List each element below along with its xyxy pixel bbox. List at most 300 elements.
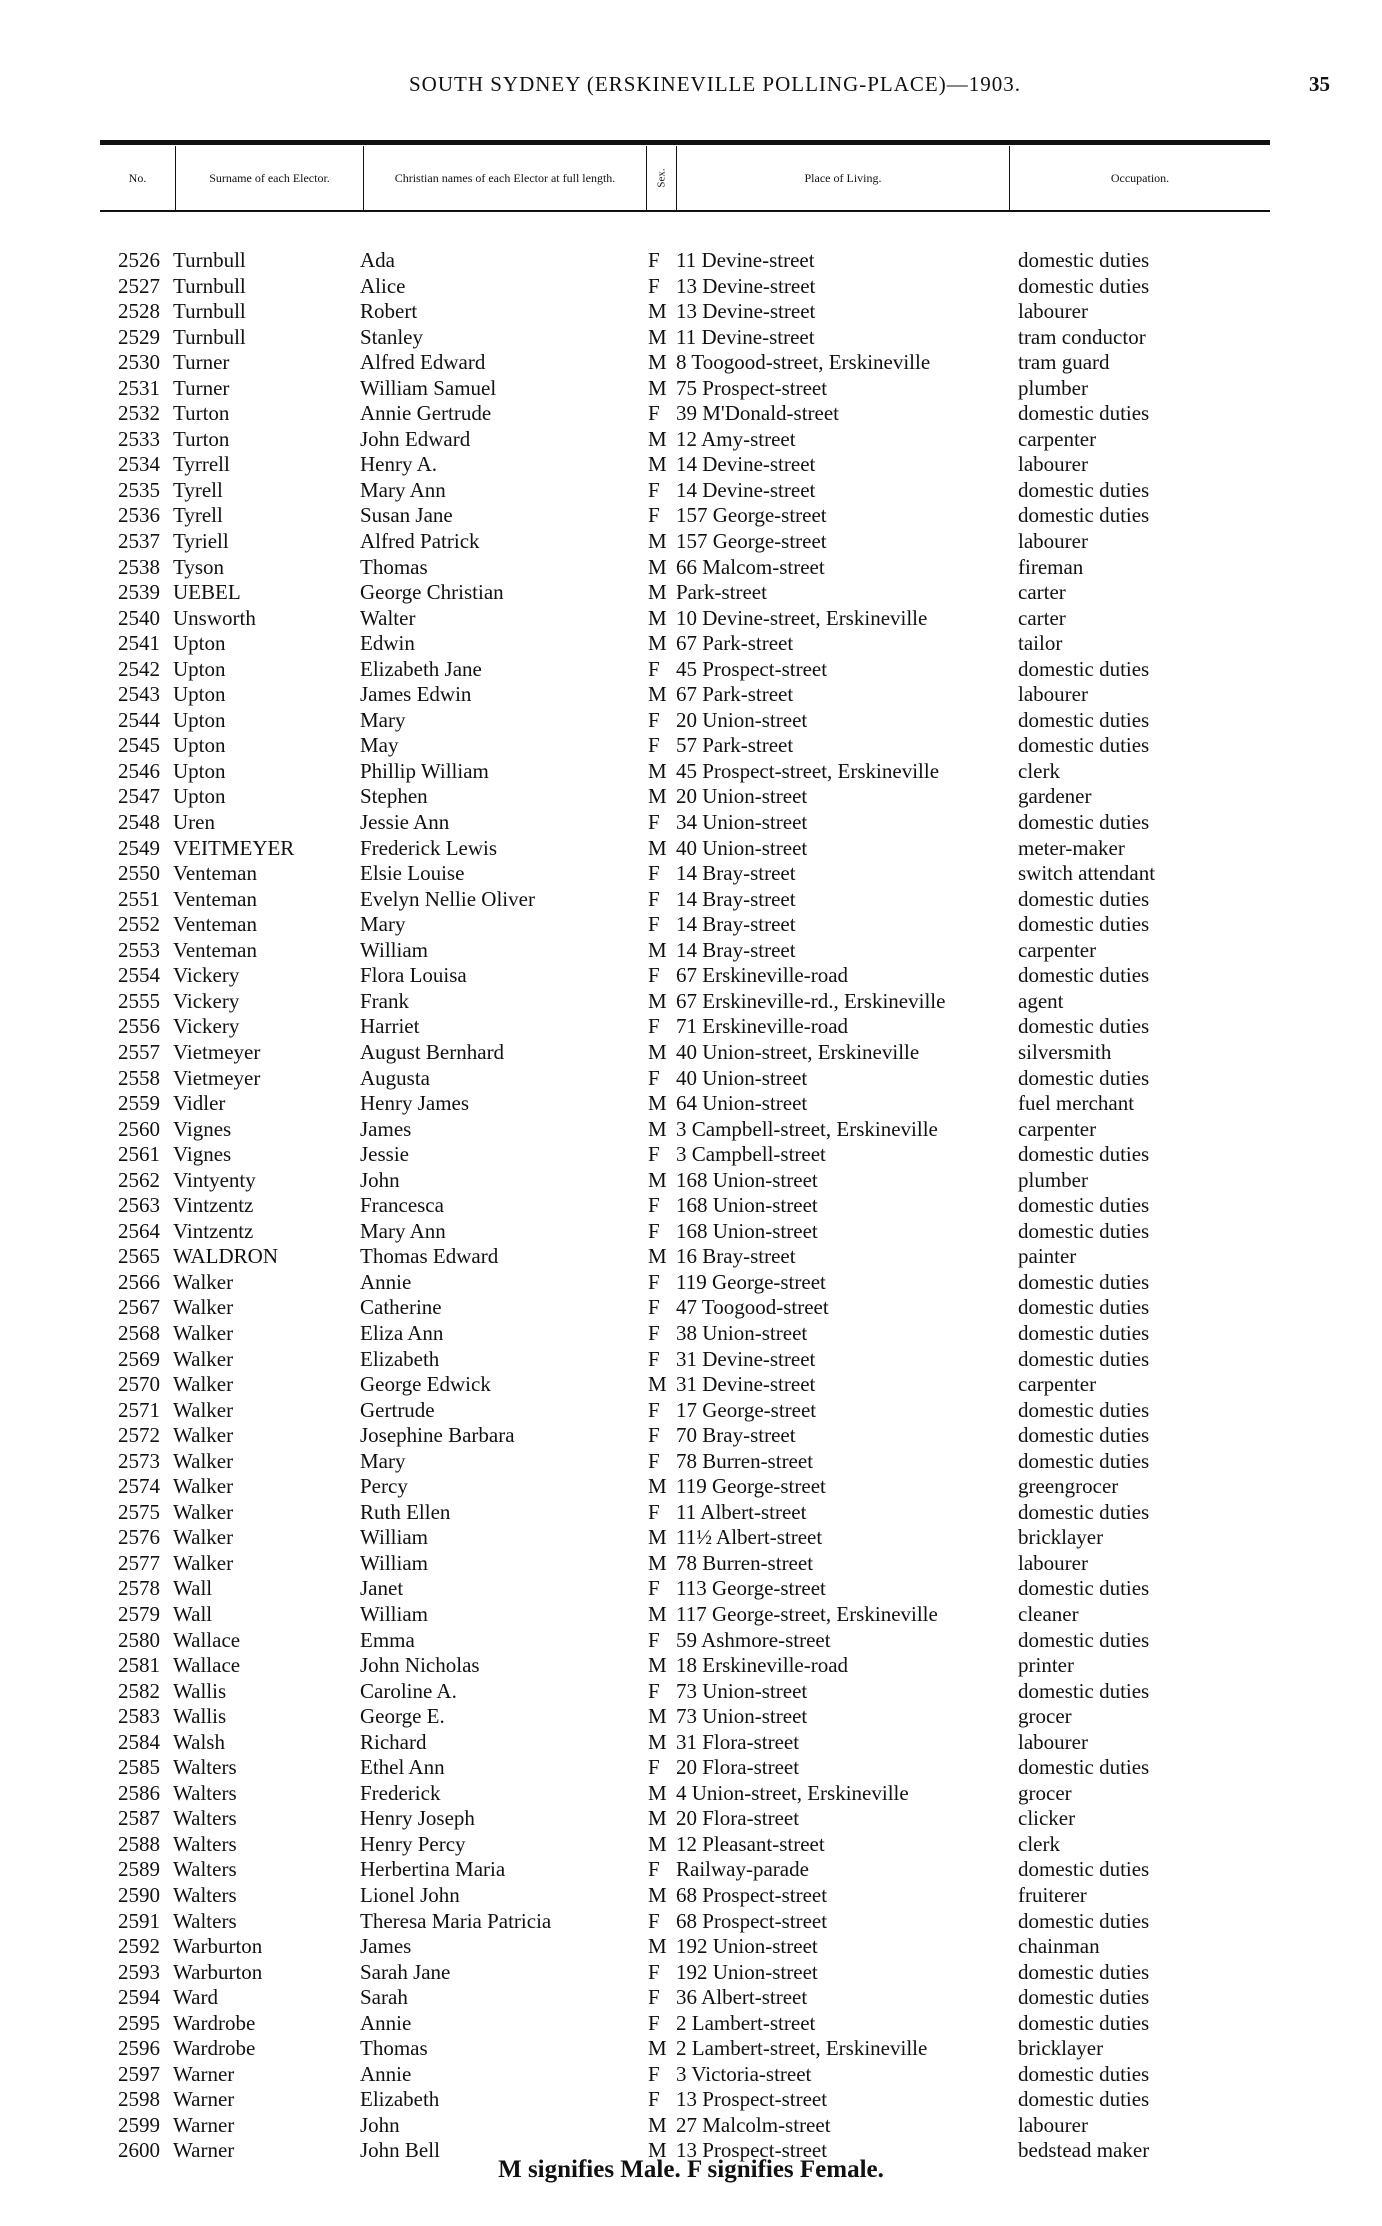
elector-number: 2534 [118,452,160,477]
elector-place-of-living: 68 Prospect-street [676,1908,828,1933]
table-row [0,1321,1382,1347]
elector-surname: Warner [173,2087,235,2112]
elector-sex: F [648,733,660,758]
elector-surname: Upton [173,682,226,707]
elector-occupation: domestic duties [1018,810,1150,835]
table-row [0,2036,1382,2062]
elector-occupation: domestic duties [1018,733,1150,758]
table-row [0,529,1382,555]
elector-surname: Wardrobe [173,2036,256,2061]
elector-sex: M [648,580,667,605]
elector-place-of-living: 40 Union-street, Erskineville [676,1039,920,1064]
elector-sex: F [648,273,660,298]
elector-place-of-living: 45 Prospect-street [676,656,828,681]
elector-sex: F [648,1448,660,1473]
elector-number: 2540 [118,605,160,630]
table-row [0,1117,1382,1143]
table-row [0,1653,1382,1679]
elector-sex: F [648,1423,660,1448]
elector-occupation: chainman [1018,1934,1100,1959]
elector-occupation: bricklayer [1018,2036,1104,2061]
table-row [0,1270,1382,1296]
elector-surname: Vickery [173,963,240,988]
elector-place-of-living: 17 George-street [676,1397,817,1422]
elector-occupation: domestic duties [1018,1627,1150,1652]
elector-sex: M [648,758,667,783]
elector-sex: F [648,1678,660,1703]
elector-surname: Wallace [173,1627,241,1652]
elector-place-of-living: 20 Union-street [676,707,808,732]
elector-place-of-living: 68 Prospect-street [676,1883,828,1907]
elector-occupation: labourer [1018,1550,1088,1575]
elector-sex: F [648,861,660,886]
elector-place-of-living: 168 Union-street [676,1167,818,1192]
elector-occupation: domestic duties [1018,1678,1150,1703]
elector-occupation: plumber [1018,375,1088,400]
table-row [0,1679,1382,1705]
table-row [0,478,1382,504]
table-row [0,606,1382,632]
elector-place-of-living: Railway-parade [676,1857,809,1882]
table-row [0,401,1382,427]
elector-sex: F [648,886,660,911]
elector-place-of-living: 45 Prospect-street, Erskineville [676,758,940,783]
elector-place-of-living: 36 Albert-street [676,1985,808,2010]
elector-number: 2561 [118,1142,160,1167]
elector-surname: Upton [173,784,226,809]
elector-christian-names: Josephine Barbara [360,1423,515,1448]
elector-place-of-living: 78 Burren-street [676,1550,814,1575]
elector-surname: Upton [173,631,226,656]
elector-place-of-living: Park-street [676,580,767,605]
elector-surname: Turton [173,401,230,426]
elector-surname: Unsworth [173,605,256,630]
elector-sex: M [648,1653,667,1678]
elector-number: 2559 [118,1091,160,1116]
elector-surname: Wall [173,1576,213,1601]
elector-christian-names: George Christian [360,580,504,605]
elector-christian-names: Theresa Maria Patricia [360,1908,552,1933]
elector-number: 2590 [118,1883,160,1907]
elector-christian-names: Eliza Ann [360,1320,444,1345]
elector-christian-names: Mary Ann [360,477,446,502]
elector-occupation: domestic duties [1018,707,1150,732]
elector-christian-names: Thomas [360,2036,428,2061]
elector-place-of-living: 3 Victoria-street [676,2061,812,2086]
elector-christian-names: William [360,1601,428,1626]
table-row [0,1525,1382,1551]
elector-christian-names: Edwin [360,631,415,656]
elector-sex: F [648,1857,660,1882]
table-row [0,682,1382,708]
elector-occupation: domestic duties [1018,401,1150,426]
table-row [0,1244,1382,1270]
elector-christian-names: Elizabeth Jane [360,656,482,681]
table-row [0,274,1382,300]
elector-sex: M [648,529,667,554]
elector-christian-names: John [360,2112,400,2137]
elector-sex: F [648,1218,660,1243]
elector-sex: M [648,1474,667,1499]
elector-sex: M [648,1601,667,1626]
elector-christian-names: Henry Joseph [360,1806,475,1831]
elector-place-of-living: 20 Flora-street [676,1755,800,1780]
elector-number: 2547 [118,784,160,809]
elector-place-of-living: 192 Union-street [676,1934,818,1959]
elector-christian-names: Elizabeth [360,2087,440,2112]
elector-christian-names: Emma [360,1627,415,1652]
elector-number: 2597 [118,2061,160,2086]
elector-occupation: gardener [1018,784,1092,809]
elector-surname: Tyrell [173,503,223,528]
elector-number: 2549 [118,835,160,860]
elector-sex: F [648,1985,660,2010]
table-row [0,631,1382,657]
elector-surname: Turner [173,350,230,375]
elector-sex: M [648,1116,667,1141]
elector-place-of-living: 27 Malcolm-street [676,2112,831,2137]
header-rule [100,140,1270,145]
elector-surname: Warner [173,2112,235,2137]
elector-christian-names: Sarah [360,1985,408,2010]
elector-sex: M [648,784,667,809]
elector-sex: F [648,1576,660,1601]
elector-surname: Wallis [173,1678,227,1703]
elector-number: 2563 [118,1193,160,1218]
elector-place-of-living: 20 Flora-street [676,1806,800,1831]
elector-sex: M [648,426,667,451]
elector-occupation: domestic duties [1018,2061,1150,2086]
elector-sex: F [648,1320,660,1345]
table-row [0,1474,1382,1500]
elector-surname: Walker [173,1346,234,1371]
elector-occupation: tram conductor [1018,324,1146,349]
elector-surname: Tyrell [173,477,223,502]
elector-place-of-living: 119 George-street [676,1269,826,1294]
elector-number: 2575 [118,1499,160,1524]
elector-sex: F [648,810,660,835]
elector-occupation: carpenter [1018,1116,1097,1141]
elector-number: 2573 [118,1448,160,1473]
elector-christian-names: James [360,1934,412,1959]
elector-number: 2543 [118,682,160,707]
elector-christian-names: Mary [360,1448,406,1473]
elector-christian-names: Annie Gertrude [360,401,492,426]
elector-surname: Vintzentz [173,1193,254,1218]
elector-number: 2588 [118,1831,160,1856]
table-row [0,1602,1382,1628]
elector-occupation: labourer [1018,299,1088,324]
elector-sex: F [648,1142,660,1167]
table-row [0,325,1382,351]
elector-sex: F [648,503,660,528]
table-row [0,810,1382,836]
page-title: SOUTH SYDNEY (ERSKINEVILLE POLLING-PLACE)—1903. [408,72,1021,96]
elector-number: 2548 [118,810,160,835]
elector-sex: F [648,2061,660,2086]
elector-christian-names: William [360,937,428,962]
elector-occupation: clicker [1018,1806,1076,1831]
table-row [0,1832,1382,1858]
table-row [0,1806,1382,1832]
column-headers [100,146,1270,212]
elector-place-of-living: 14 Bray-street [676,912,796,937]
elector-christian-names: Flora Louisa [360,963,467,988]
elector-number: 2581 [118,1653,160,1678]
elector-sex: F [648,1499,660,1524]
elector-occupation: domestic duties [1018,1499,1150,1524]
elector-number: 2545 [118,733,160,758]
elector-sex: M [648,1550,667,1575]
elector-christian-names: Stanley [360,324,423,349]
elector-number: 2574 [118,1474,160,1499]
elector-number: 2557 [118,1039,160,1064]
elector-occupation: domestic duties [1018,1448,1150,1473]
elector-surname: Warner [173,2138,235,2163]
elector-number: 2536 [118,503,160,528]
elector-christian-names: Catherine [360,1295,442,1320]
table-row [0,555,1382,581]
table-row [0,580,1382,606]
elector-surname: Wardrobe [173,2010,256,2035]
elector-sex: M [648,299,667,324]
elector-surname: Walker [173,1448,234,1473]
elector-occupation: domestic duties [1018,1142,1150,1167]
elector-place-of-living: 14 Bray-street [676,861,796,886]
elector-place-of-living: 13 Prospect-street [676,2087,828,2112]
elector-place-of-living: 47 Toogood-street [676,1295,829,1320]
elector-place-of-living: 31 Devine-street [676,1346,816,1371]
elector-occupation: greengrocer [1018,1474,1119,1499]
elector-place-of-living: 13 Devine-street [676,273,816,298]
elector-place-of-living: 75 Prospect-street [676,375,828,400]
elector-number: 2593 [118,1959,160,1984]
elector-surname: Tyrrell [173,452,230,477]
elector-christian-names: Evelyn Nellie Oliver [360,886,535,911]
elector-surname: Wallace [173,1653,241,1678]
elector-occupation: clerk [1018,1831,1060,1856]
elector-number: 2553 [118,937,160,962]
elector-sex: F [648,656,660,681]
elector-occupation: domestic duties [1018,1295,1150,1320]
column-header-surname: Surname of each Elector. [175,146,363,210]
elector-occupation: bricklayer [1018,1525,1104,1550]
table-row [0,1295,1382,1321]
table-row [0,2113,1382,2139]
elector-place-of-living: 11 Devine-street [676,324,815,349]
elector-christian-names: James Edwin [360,682,472,707]
elector-surname: Vintzentz [173,1218,254,1243]
elector-place-of-living: 14 Devine-street [676,477,816,502]
elector-christian-names: Francesca [360,1193,444,1218]
elector-occupation: tram guard [1018,350,1110,375]
elector-sex: M [648,2112,667,2137]
elector-occupation: plumber [1018,1167,1088,1192]
elector-occupation: tailor [1018,631,1063,656]
table-row [0,1500,1382,1526]
elector-surname: Walker [173,1372,234,1397]
elector-place-of-living: 3 Campbell-street [676,1142,826,1167]
elector-christian-names: Mary [360,912,406,937]
elector-occupation: domestic duties [1018,963,1150,988]
elector-number: 2532 [118,401,160,426]
table-row [0,1372,1382,1398]
table-row [0,376,1382,402]
elector-surname: VEITMEYER [173,835,295,860]
elector-surname: Turner [173,375,230,400]
elector-number: 2585 [118,1755,160,1780]
elector-occupation: grocer [1018,1704,1072,1729]
elector-number: 2595 [118,2010,160,2035]
elector-surname: UEBEL [173,580,241,605]
elector-number: 2529 [118,324,160,349]
table-row [0,1449,1382,1475]
elector-occupation: domestic duties [1018,886,1150,911]
elector-place-of-living: 39 M'Donald-street [676,401,839,426]
elector-number: 2584 [118,1729,160,1754]
elector-surname: Walters [173,1883,237,1907]
elector-occupation: domestic duties [1018,477,1150,502]
elector-sex: M [648,1831,667,1856]
elector-sex: M [648,835,667,860]
table-row [0,452,1382,478]
elector-surname: Walters [173,1831,237,1856]
elector-surname: Walker [173,1320,234,1345]
elector-sex: F [648,1346,660,1371]
elector-sex: M [648,1091,667,1116]
table-row [0,2087,1382,2113]
elector-sex: M [648,1934,667,1959]
elector-surname: Wallis [173,1704,227,1729]
elector-christian-names: James [360,1116,412,1141]
elector-occupation: domestic duties [1018,912,1150,937]
elector-sex: M [648,2138,667,2163]
elector-sex: F [648,1627,660,1652]
elector-place-of-living: 73 Union-street [676,1678,808,1703]
elector-place-of-living: 73 Union-street [676,1704,808,1729]
elector-number: 2554 [118,963,160,988]
elector-surname: Vickery [173,988,240,1013]
elector-christian-names: Annie [360,1269,412,1294]
elector-number: 2544 [118,707,160,732]
elector-number: 2535 [118,477,160,502]
elector-number: 2564 [118,1218,160,1243]
table-row [0,1909,1382,1935]
elector-place-of-living: 14 Bray-street [676,937,796,962]
elector-place-of-living: 3 Campbell-street, Erskineville [676,1116,938,1141]
table-row [0,861,1382,887]
elector-place-of-living: 13 Prospect-street [676,2138,828,2163]
elector-christian-names: Richard [360,1729,427,1754]
elector-surname: Vidler [173,1091,226,1116]
elector-christian-names: Alfred Patrick [360,529,480,554]
table-row [0,1730,1382,1756]
elector-occupation: carpenter [1018,426,1097,451]
elector-surname: Vintyenty [173,1167,256,1192]
elector-occupation: domestic duties [1018,1269,1150,1294]
elector-sex: F [648,1269,660,1294]
elector-christian-names: August Bernhard [360,1039,505,1064]
elector-sex: F [648,1014,660,1039]
elector-place-of-living: 67 Park-street [676,631,794,656]
table-row [0,1219,1382,1245]
elector-number: 2582 [118,1678,160,1703]
elector-number: 2596 [118,2036,160,2061]
elector-number: 2594 [118,1985,160,2010]
table-row [0,784,1382,810]
elector-occupation: carpenter [1018,1372,1097,1397]
elector-surname: Upton [173,758,226,783]
elector-place-of-living: 40 Union-street [676,1065,808,1090]
elector-christian-names: Frank [360,988,409,1013]
elector-christian-names: William Samuel [360,375,497,400]
elector-christian-names: Susan Jane [360,503,453,528]
elector-sex: M [648,1372,667,1397]
elector-surname: Venteman [173,912,257,937]
elector-occupation: meter-maker [1018,835,1125,860]
elector-surname: Walters [173,1806,237,1831]
elector-christian-names: Sarah Jane [360,1959,451,1984]
elector-number: 2578 [118,1576,160,1601]
page-number: 35 [1309,72,1330,96]
elector-surname: Walker [173,1423,234,1448]
elector-occupation: silversmith [1018,1039,1112,1064]
elector-sex: M [648,1729,667,1754]
table-row [0,989,1382,1015]
elector-number: 2580 [118,1627,160,1652]
elector-surname: Warner [173,2061,235,2086]
elector-occupation: domestic duties [1018,1857,1150,1882]
elector-occupation: domestic duties [1018,1320,1150,1345]
elector-occupation: printer [1018,1653,1074,1678]
column-header-no: No. [128,171,147,185]
elector-place-of-living: 59 Ashmore-street [676,1627,831,1652]
elector-place-of-living: 192 Union-street [676,1959,818,1984]
elector-number: 2600 [118,2138,160,2163]
elector-surname: Warburton [173,1934,263,1959]
elector-occupation: domestic duties [1018,503,1150,528]
elector-christian-names: Gertrude [360,1397,435,1422]
elector-place-of-living: 13 Devine-street [676,299,816,324]
elector-place-of-living: 157 George-street [676,529,827,554]
elector-occupation: switch attendant [1018,861,1156,886]
elector-surname: Walker [173,1397,234,1422]
elector-occupation: domestic duties [1018,1908,1150,1933]
elector-occupation: domestic duties [1018,656,1150,681]
elector-surname: Walker [173,1474,234,1499]
elector-place-of-living: 38 Union-street [676,1320,808,1345]
elector-place-of-living: 40 Union-street [676,835,808,860]
table-row [0,1091,1382,1117]
elector-occupation: fireman [1018,554,1084,579]
elector-christian-names: Janet [360,1576,404,1601]
elector-occupation: carter [1018,580,1066,605]
elector-christian-names: Herbertina Maria [360,1857,506,1882]
elector-number: 2530 [118,350,160,375]
elector-sex: M [648,452,667,477]
elector-number: 2541 [118,631,160,656]
elector-christian-names: Annie [360,2061,412,2086]
table-row [0,299,1382,325]
table-row [0,1066,1382,1092]
elector-christian-names: Mary Ann [360,1218,446,1243]
elector-surname: Turnbull [173,299,246,324]
elector-place-of-living: 70 Bray-street [676,1423,796,1448]
elector-number: 2599 [118,2112,160,2137]
elector-number: 2527 [118,273,160,298]
elector-number: 2562 [118,1167,160,1192]
elector-sex: M [648,682,667,707]
